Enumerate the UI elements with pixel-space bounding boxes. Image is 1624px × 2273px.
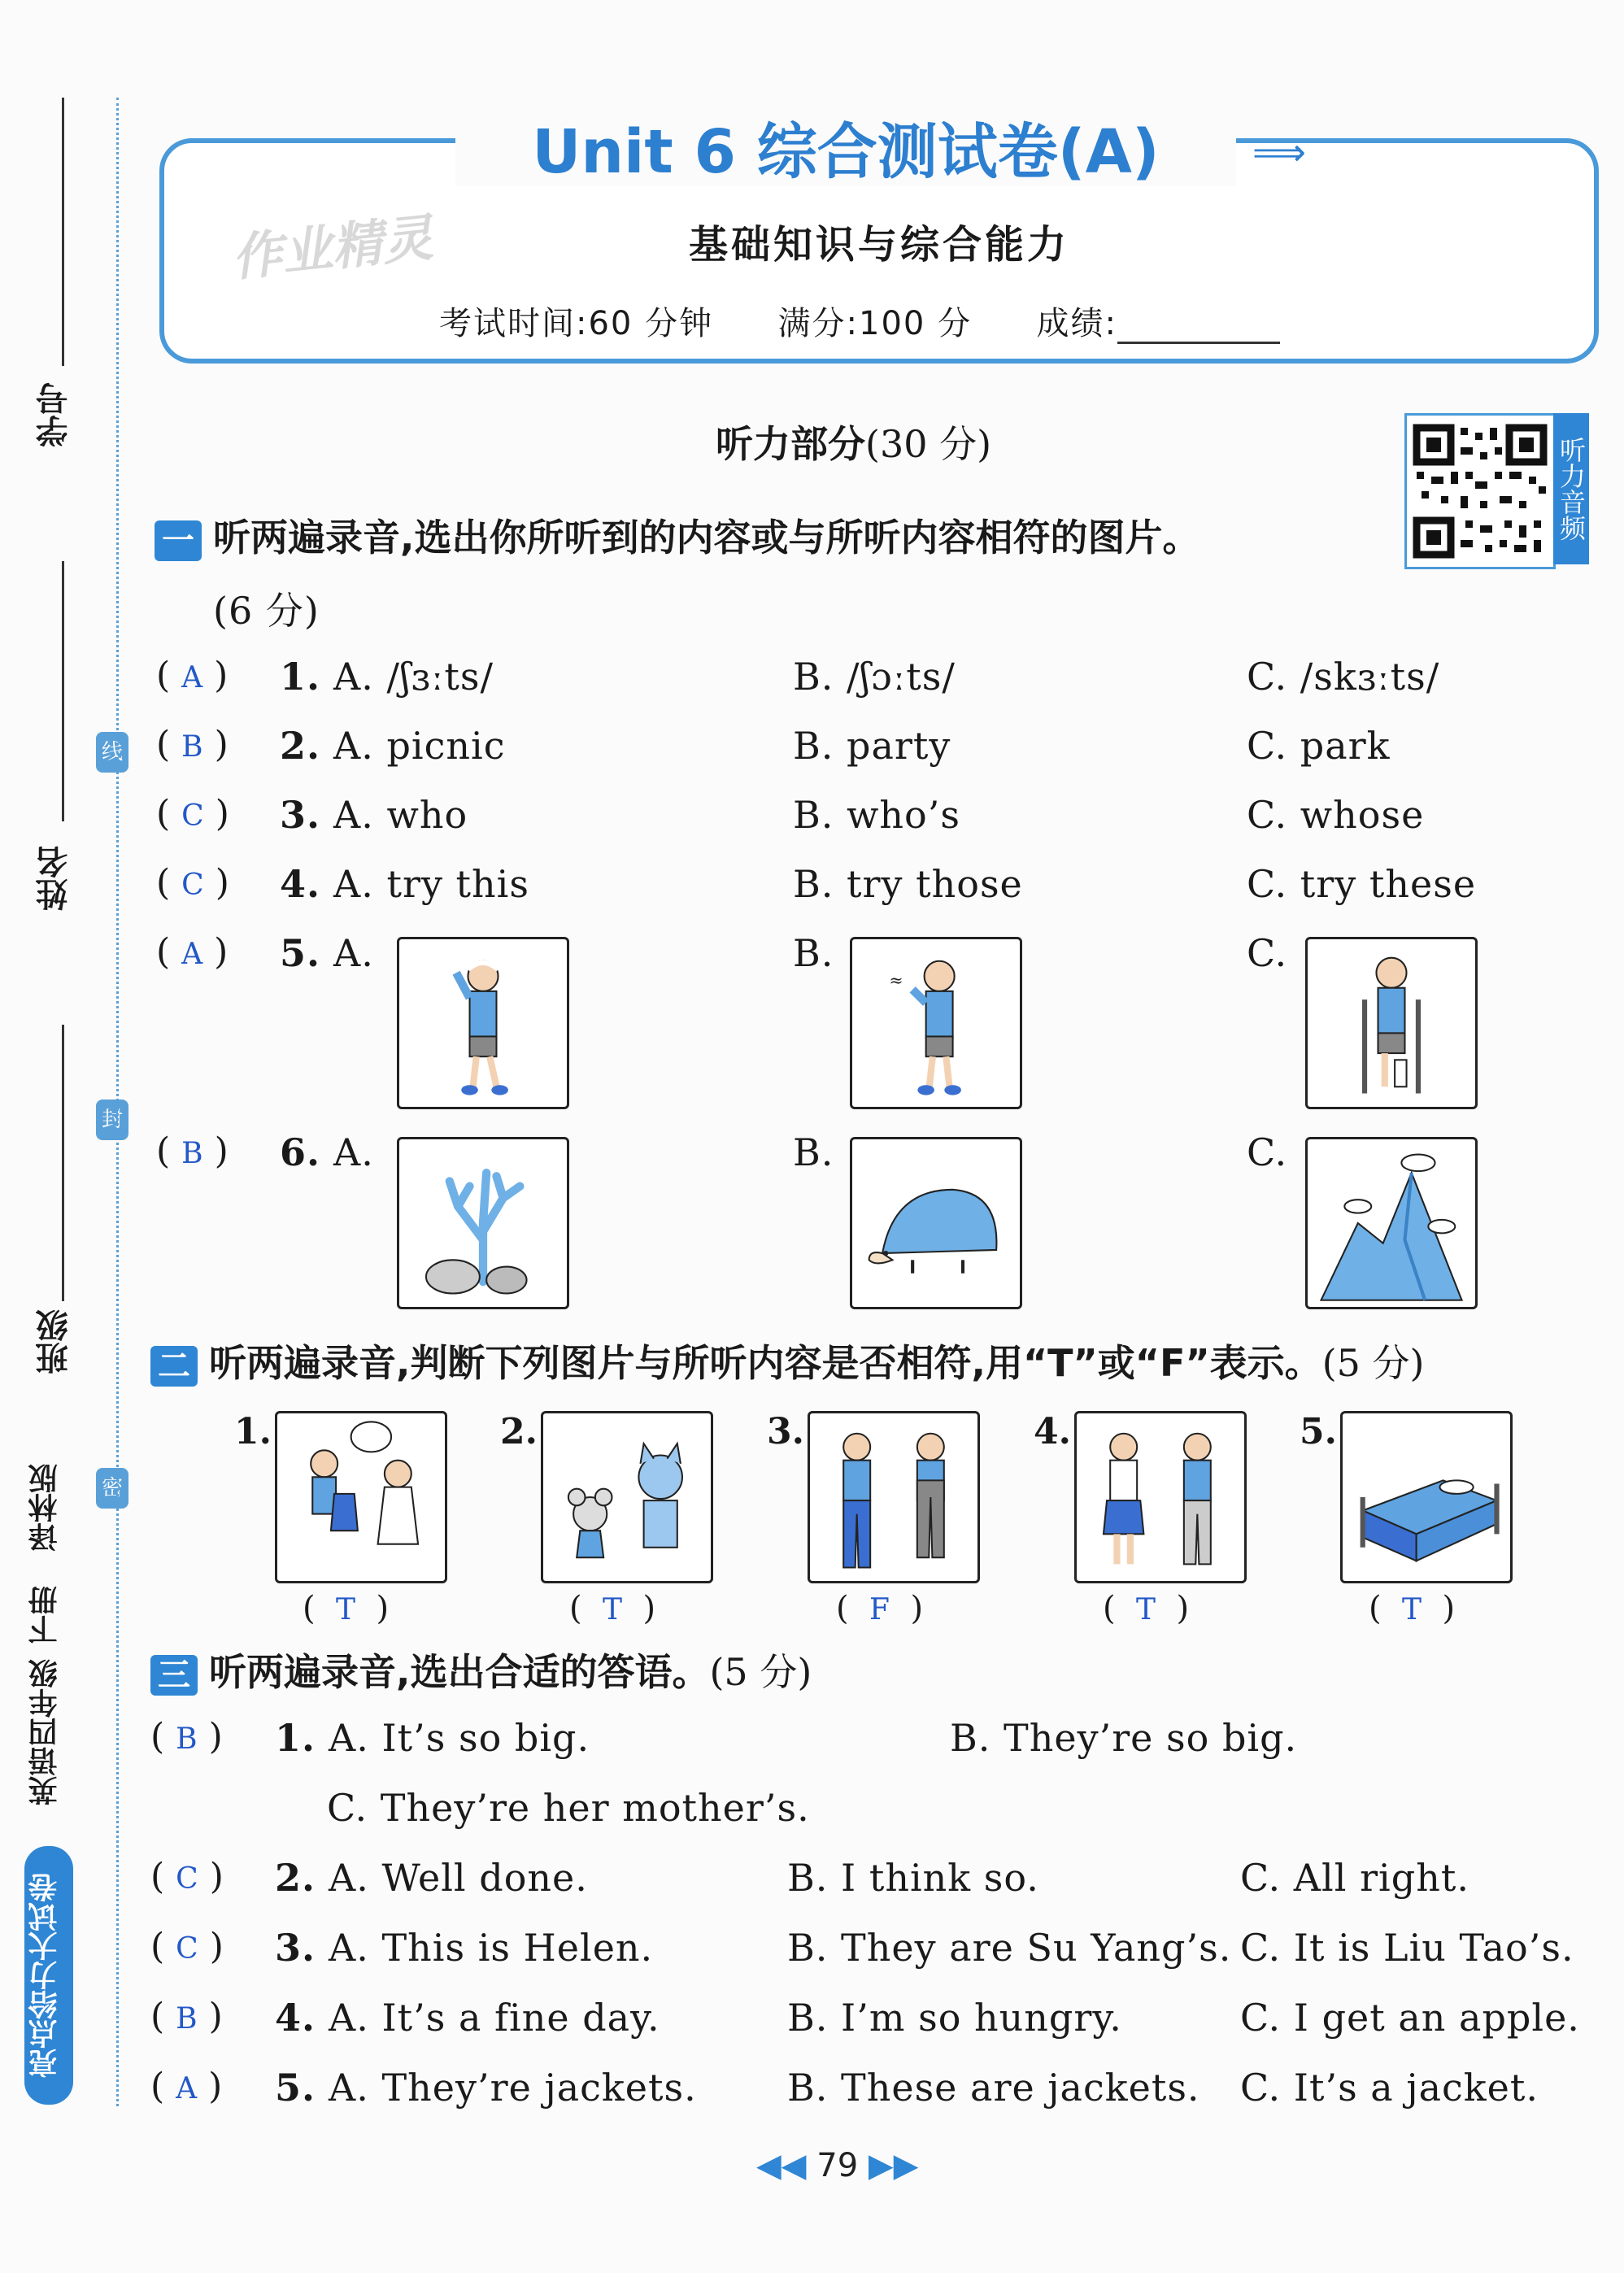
paper-subtitle: 基础知识与综合能力 xyxy=(688,222,1069,268)
option-b: B. xyxy=(793,1130,834,1174)
question-number: 5. xyxy=(280,931,321,975)
answer-mark: B xyxy=(181,730,203,764)
page-number: 79 xyxy=(816,2147,859,2184)
listening-title xyxy=(716,415,991,468)
option-a: A. This is Helen. xyxy=(329,1926,654,1970)
question-number: 3. xyxy=(275,1926,316,1970)
part2-instruction: 听两遍录音,判断下列图片与所听内容是否相符,用“T”或“F”表示。 xyxy=(209,1341,1322,1385)
question-number: 1. xyxy=(275,1716,316,1760)
bed-picture[interactable] xyxy=(1340,1411,1513,1583)
boy-headache-picture[interactable] xyxy=(397,937,569,1109)
tf-answer: ( T ) xyxy=(1369,1590,1456,1627)
option-c: C. All right. xyxy=(1240,1856,1469,1900)
answer-mark: C xyxy=(176,1862,198,1896)
book-subject: 英语四年级 xyxy=(28,1659,62,1805)
option-a: A. /ʃɜːts/ xyxy=(333,655,494,699)
prev-page-icon[interactable]: ◀◀ xyxy=(756,2147,807,2184)
book-badge xyxy=(24,1464,73,2114)
answer-mark: T xyxy=(603,1593,623,1626)
option-c: C. It’s a jacket. xyxy=(1240,2066,1539,2110)
class-line xyxy=(62,1025,64,1301)
answer-mark: A xyxy=(181,938,203,971)
seal-seal-mark: 封 xyxy=(96,1099,128,1140)
option-a: A. who xyxy=(333,793,468,837)
item-number: 1. xyxy=(234,1411,272,1452)
exam-info xyxy=(439,298,1280,344)
class-label: 班级 xyxy=(36,1309,73,1374)
option-b: B. These are jackets. xyxy=(787,2066,1200,2110)
tf-answer: ( T ) xyxy=(303,1590,390,1627)
item-number: 2. xyxy=(500,1411,538,1452)
part3-instruction: 听两遍录音,选出合适的答语。 xyxy=(209,1650,710,1694)
option-a: A. xyxy=(333,1130,374,1174)
boy-crutches-picture[interactable] xyxy=(1305,937,1478,1109)
part1-instruction: 听两遍录音,选出你所听到的内容或与所听内容相符的图片。 xyxy=(213,516,1200,560)
option-a: A. try this xyxy=(333,862,529,906)
binding-margin xyxy=(0,0,122,2273)
question-number: 4. xyxy=(280,862,321,906)
tear-line xyxy=(116,98,119,2106)
option-b: B. They are Su Yang’s. xyxy=(787,1926,1232,1970)
question-number: 6. xyxy=(280,1130,321,1174)
qr-code-icon[interactable] xyxy=(1404,413,1556,569)
option-c: C. I get an apple. xyxy=(1240,1996,1580,2040)
option-c: C. xyxy=(1247,1130,1288,1174)
option-a: A. Well done. xyxy=(329,1856,588,1900)
seal-line-mark: 线 xyxy=(96,732,128,773)
right-deco-icon: ⟹ xyxy=(1252,130,1306,174)
name-label: 姓名 xyxy=(36,846,73,911)
part3-points: (5 分) xyxy=(709,1650,812,1694)
listening-points: (30 分) xyxy=(865,422,992,466)
two-boys-picture[interactable] xyxy=(1074,1411,1247,1583)
answer-mark: C xyxy=(181,799,204,833)
question-number: 5. xyxy=(275,2066,316,2110)
tf-answer: ( T ) xyxy=(1103,1590,1190,1627)
tf-answer: ( F ) xyxy=(836,1590,924,1627)
option-c: C. try these xyxy=(1247,862,1477,906)
qr-audio-label: 听力音频 xyxy=(1553,413,1589,564)
answer-mark: T xyxy=(1136,1593,1156,1626)
option-b: B. I’m so hungry. xyxy=(787,1996,1122,2040)
option-c: C. /skɜːts/ xyxy=(1247,655,1440,699)
watermark: 作业精灵 xyxy=(229,207,436,288)
hedgehog-picture[interactable] xyxy=(850,1137,1022,1309)
part2-points: (5 分) xyxy=(1321,1341,1425,1385)
item-number: 3. xyxy=(767,1411,804,1452)
unit-title: Unit 6 综合测试卷(A) xyxy=(455,104,1236,185)
book-term: 下册 xyxy=(28,1586,62,1644)
part1-heading xyxy=(155,508,1199,562)
exam-time: 考试时间:60 分钟 xyxy=(439,305,714,342)
part1-points: (6 分) xyxy=(213,589,320,633)
item-number: 4. xyxy=(1034,1411,1071,1452)
boys-trousers-picture[interactable] xyxy=(808,1411,980,1583)
option-b: B. try those xyxy=(793,862,1023,906)
option-c: C. They’re her mother’s. xyxy=(327,1786,810,1830)
answer-mark: C xyxy=(181,869,204,902)
answer-mark: B xyxy=(181,1137,203,1170)
option-b: B. They’re so big. xyxy=(950,1716,1298,1760)
score-blank[interactable] xyxy=(1117,314,1280,344)
option-a: A. picnic xyxy=(333,724,506,768)
svg-text:≈: ≈ xyxy=(889,970,903,991)
option-c: C. park xyxy=(1247,724,1391,768)
part2-heading xyxy=(150,1334,1424,1387)
name-line xyxy=(62,561,64,821)
option-b: B. who’s xyxy=(793,793,960,837)
answer-mark: T xyxy=(1402,1593,1422,1626)
question-number: 1. xyxy=(280,655,321,699)
full-marks: 满分:100 分 xyxy=(777,305,973,342)
mouse-cat-picture[interactable] xyxy=(541,1411,713,1583)
answer-mark: A xyxy=(181,661,203,695)
answer-mark: F xyxy=(869,1593,890,1626)
seal-secret-mark: 密 xyxy=(96,1468,128,1509)
book-brand: 亮点给力大试卷 xyxy=(24,1846,73,2105)
listening-title-text: 听力部分 xyxy=(716,422,865,466)
option-c: C. whose xyxy=(1247,793,1425,837)
answer-mark: A xyxy=(176,2072,198,2105)
option-a: A. They’re jackets. xyxy=(329,2066,697,2110)
option-b: B. xyxy=(793,931,834,975)
item-number: 5. xyxy=(1300,1411,1337,1452)
option-b: B. I think so. xyxy=(787,1856,1039,1900)
option-a: A. It’s a fine day. xyxy=(329,1996,660,2040)
option-b: B. party xyxy=(793,724,951,768)
book-edition: 译林版 xyxy=(28,1464,62,1552)
part3-heading xyxy=(150,1643,812,1696)
student-no-line xyxy=(62,98,64,366)
part1-number: 一 xyxy=(155,520,202,561)
exam-page: 学号 姓名 班级 线 封 密 译林版 下册 英语四年级 亮点给力大试卷 ⟹ Unit 6 综合测试卷(A) 作业精灵 基础知识与综合能力 考试时间:60 分钟 满分:100 分 成绩: 听力部分(30 分) 听力音频 一 听两遍录音,选出你所听到的内容或与所听内容相符的图片。 (6 分) ( A ) 1. A. /ʃɜːts/ B. /ʃɔːts/ C. /skɜːts/ ( B ) 2. A. picnic B. party C. park ( C ) 3. A. who B. who’s C. whose ( C ) 4. A. try this B. try those C. try these ( A ) 5. A. B. C. ≈ ( B ) 6. A. B. C. 二 听两遍录音,判断下列图片与所听内容是否相符,用“T”或“F”表示。(5 分) 1. ( T ) 2. ( T ) 3. ( F ) 4. ( T ) 5. ( T ) 三 听两遍录音,选出合适的答语。(5 分) ( B ) 1. A. It’s so big. B. They’re so big. C. They’re her mother’s. ( C ) 2. A. Well done. B. I think so. C. All right. ( C ) 3. A. This is Helen. B. They are Su Yang’s. C. It is Liu Tao’s. ( B ) 4. A. It’s a fine day. B. I’m so hungry. C. I get an apple. ( A ) 5. A. They’re jackets. B. These are jackets. C. It’s a jacket. ◀◀ 79 ▶▶ xyxy=(0,0,1624,2273)
boy-girl-jacket-picture[interactable] xyxy=(275,1411,447,1583)
question-number: 3. xyxy=(280,793,321,837)
answer-mark: C xyxy=(176,1932,198,1966)
question-number: 2. xyxy=(275,1856,316,1900)
mountain-picture[interactable] xyxy=(1305,1137,1478,1309)
answer-mark: B xyxy=(176,1722,198,1756)
option-a: A. It’s so big. xyxy=(329,1716,590,1760)
coral-picture[interactable] xyxy=(397,1137,569,1309)
option-a: A. xyxy=(333,931,374,975)
student-no-label: 学号 xyxy=(36,382,73,447)
page-footer xyxy=(756,2147,918,2184)
option-b: B. /ʃɔːts/ xyxy=(793,655,956,699)
part2-number: 二 xyxy=(150,1346,198,1387)
answer-mark: T xyxy=(336,1593,356,1626)
option-c: C. xyxy=(1247,931,1288,975)
next-page-icon[interactable]: ▶▶ xyxy=(868,2147,919,2184)
tf-answer: ( T ) xyxy=(569,1590,656,1627)
part3-number: 三 xyxy=(150,1655,198,1696)
answer-mark: B xyxy=(176,2002,198,2036)
option-c: C. It is Liu Tao’s. xyxy=(1240,1926,1574,1970)
question-number: 4. xyxy=(275,1996,316,2040)
score-label: 成绩: xyxy=(1036,305,1117,342)
question-number: 2. xyxy=(280,724,321,768)
boy-cough-picture[interactable] xyxy=(850,937,1022,1109)
